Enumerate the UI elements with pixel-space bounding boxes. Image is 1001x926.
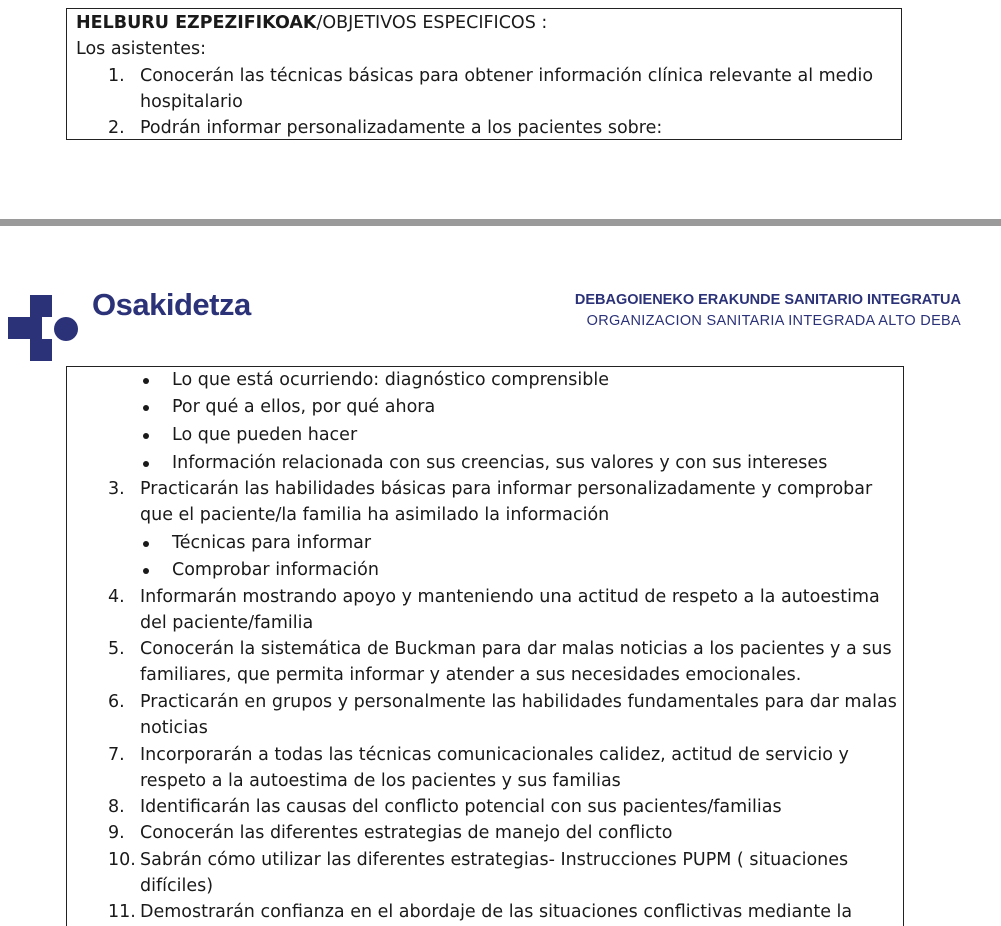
item-number: 3.	[108, 479, 125, 499]
bullet-dot	[143, 568, 149, 574]
item-line: Practicarán las habilidades básicas para informar personalizadamente y comprobar	[140, 479, 873, 499]
heading-spanish: /OBJETIVOS ESPECIFICOS :	[316, 13, 548, 33]
item-line: Informarán mostrando apoyo y manteniendo una actitud de respeto a la autoestima	[140, 587, 880, 607]
org-name-spanish: ORGANIZACION SANITARIA INTEGRADA ALTO DEBA	[586, 313, 961, 329]
intro-text: Los asistentes:	[76, 39, 207, 59]
item-line: Incorporarán a todas las técnicas comunicacionales calidez, actitud de servicio y	[140, 745, 849, 765]
item-line: difíciles)	[140, 876, 214, 896]
item-line: Conocerán las técnicas básicas para obtener información clínica relevante al medio	[140, 66, 874, 86]
item-line: Practicarán en grupos y personalmente las habilidades fundamentales para dar malas	[140, 692, 897, 712]
item-line: del paciente/familia	[140, 613, 314, 633]
item-line: familiares, que permita informar y atender a sus necesidades emocionales.	[140, 665, 802, 685]
item-line: hospitalario	[140, 92, 243, 112]
page-separator	[0, 219, 1001, 226]
item-line: Conocerán la sistemática de Buckman para dar malas noticias a los pacientes y a sus	[140, 639, 892, 659]
item-number: 7.	[108, 745, 125, 765]
item-number: 11.	[108, 902, 136, 922]
item-line: Sabrán cómo utilizar las diferentes estrategias- Instrucciones PUPM ( situaciones	[140, 850, 849, 870]
bullet-dot	[143, 461, 149, 467]
item-line: noticias	[140, 718, 208, 738]
item-number: 4.	[108, 587, 125, 607]
org-name-basque: DEBAGOIENEKO ERAKUNDE SANITARIO INTEGRATUA	[574, 292, 961, 308]
osakidetza-logo-icon	[8, 292, 83, 367]
heading-basque: HELBURU EZPEZIFIKOAK	[76, 13, 317, 33]
objectives-heading	[76, 13, 547, 33]
item-number: 9.	[108, 823, 125, 843]
item-line: Demostrarán confianza en el abordaje de las situaciones conflictivas mediante la	[140, 902, 853, 922]
item-line: que el paciente/la familia ha asimilado la información	[140, 505, 610, 525]
bullet-item: Información relacionada con sus creencias, sus valores y con sus intereses	[172, 453, 828, 473]
bullet-item: Lo que está ocurriendo: diagnóstico comprensible	[172, 370, 609, 390]
bullet-item: Lo que pueden hacer	[172, 425, 358, 445]
item-number: 5.	[108, 639, 125, 659]
bullet-dot	[143, 541, 149, 547]
bullet-dot	[143, 433, 149, 439]
bullet-dot	[143, 378, 149, 384]
item-line: Conocerán las diferentes estrategias de manejo del conflicto	[140, 823, 673, 843]
bullet-item: Comprobar información	[172, 560, 379, 580]
item-number: 1.	[108, 66, 125, 86]
item-line: Identificarán las causas del conflicto potencial con sus pacientes/familias	[140, 797, 782, 817]
bullet-dot	[143, 405, 149, 411]
item-number: 6.	[108, 692, 125, 712]
bullet-item: Técnicas para informar	[172, 533, 372, 553]
bullet-item: Por qué a ellos, por qué ahora	[172, 397, 436, 417]
item-number: 8.	[108, 797, 125, 817]
item-number: 10.	[108, 850, 136, 870]
item-line: Podrán informar personalizadamente a los pacientes sobre:	[140, 118, 663, 138]
logo-wordmark: Osakidetza	[92, 287, 251, 322]
item-number: 2.	[108, 118, 125, 138]
item-line: respeto a la autoestima de los pacientes y sus familias	[140, 771, 621, 791]
